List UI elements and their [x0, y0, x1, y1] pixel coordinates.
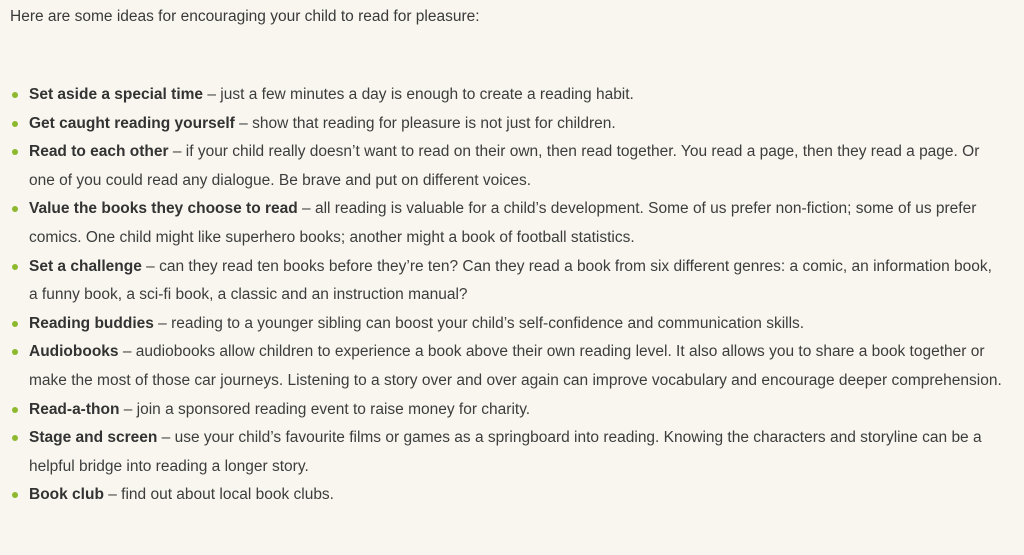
list-item-read-to-each-other	[12, 138, 1002, 195]
tip-title: Reading buddies	[29, 314, 154, 332]
list-item-book-club	[12, 481, 1002, 510]
bullet-icon	[12, 492, 18, 498]
list-item-audiobooks	[12, 338, 1002, 395]
tip-text: – use your child’s favourite films or games as a springboard into reading. Knowing the characters and storyline can be a helpful bridge into reading a longer story.	[29, 429, 982, 475]
list-item-special-time	[12, 81, 1002, 110]
tip-text: – show that reading for pleasure is not just for children.	[234, 114, 616, 132]
tip-text: – just a few minutes a day is enough to create a reading habit.	[203, 86, 634, 103]
list-item-value-books	[12, 195, 1002, 252]
bullet-icon	[12, 121, 18, 127]
tip-text: – can they read ten books before they’re ten? Can they read a book from six different genres: a comic, an information book, a funny book, a sci-fi book, a classic and an instruction manual?	[29, 257, 992, 304]
tip-text: – all reading is valuable for a child’s development. Some of us prefer non-fiction; some of us prefer comics. One child might like superhero books; another might a book of football statistics.	[29, 200, 977, 246]
tip-title: Get caught reading yourself	[29, 114, 235, 132]
tip-title: Set a challenge	[29, 257, 142, 275]
bullet-icon	[12, 435, 18, 441]
tip-text: – audiobooks allow children to experience a book above their own reading level. It also allows you to share a book together or make the most of those car journeys. Listening to a story over and over again can improve vocabulary and encourage deeper comprehension.	[29, 343, 1002, 389]
tip-title: Read to each other	[29, 143, 169, 161]
list-item-stage-and-screen	[12, 424, 1002, 481]
bullet-icon	[12, 407, 18, 413]
tip-title: Stage and screen	[29, 429, 158, 447]
intro-text: Here are some ideas for encouraging your child to read for pleasure:	[10, 8, 480, 25]
tip-text: – reading to a younger sibling can boost your child’s self-confidence and communication skills.	[153, 314, 805, 332]
list-item-caught-reading	[12, 110, 1002, 139]
tip-text: – if your child really doesn’t want to read on their own, then read together. You read a page, then they read a page. Or one of you could read any dialogue. Be brave and put on different voices.	[29, 143, 980, 189]
list-item-read-a-thon	[12, 396, 1002, 425]
list-item-reading-buddies	[12, 310, 1002, 339]
tip-title: Value the books they choose to read	[29, 200, 298, 218]
bullet-icon	[12, 264, 18, 270]
bullet-icon	[12, 92, 18, 98]
tip-text: – find out about local book clubs.	[103, 486, 334, 504]
tip-title: Book club	[29, 486, 104, 504]
bullet-icon	[12, 149, 18, 155]
bullet-icon	[12, 206, 18, 212]
bullet-icon	[12, 349, 18, 355]
tip-title: Read-a-thon	[29, 400, 120, 418]
list-item-set-challenge	[12, 253, 1002, 310]
bullet-icon	[12, 321, 18, 327]
tip-text: – join a sponsored reading event to raise money for charity.	[119, 400, 531, 418]
tip-title: Set aside a special time	[29, 86, 204, 103]
tip-title: Audiobooks	[29, 343, 119, 361]
reading-tips-list	[12, 81, 1002, 510]
